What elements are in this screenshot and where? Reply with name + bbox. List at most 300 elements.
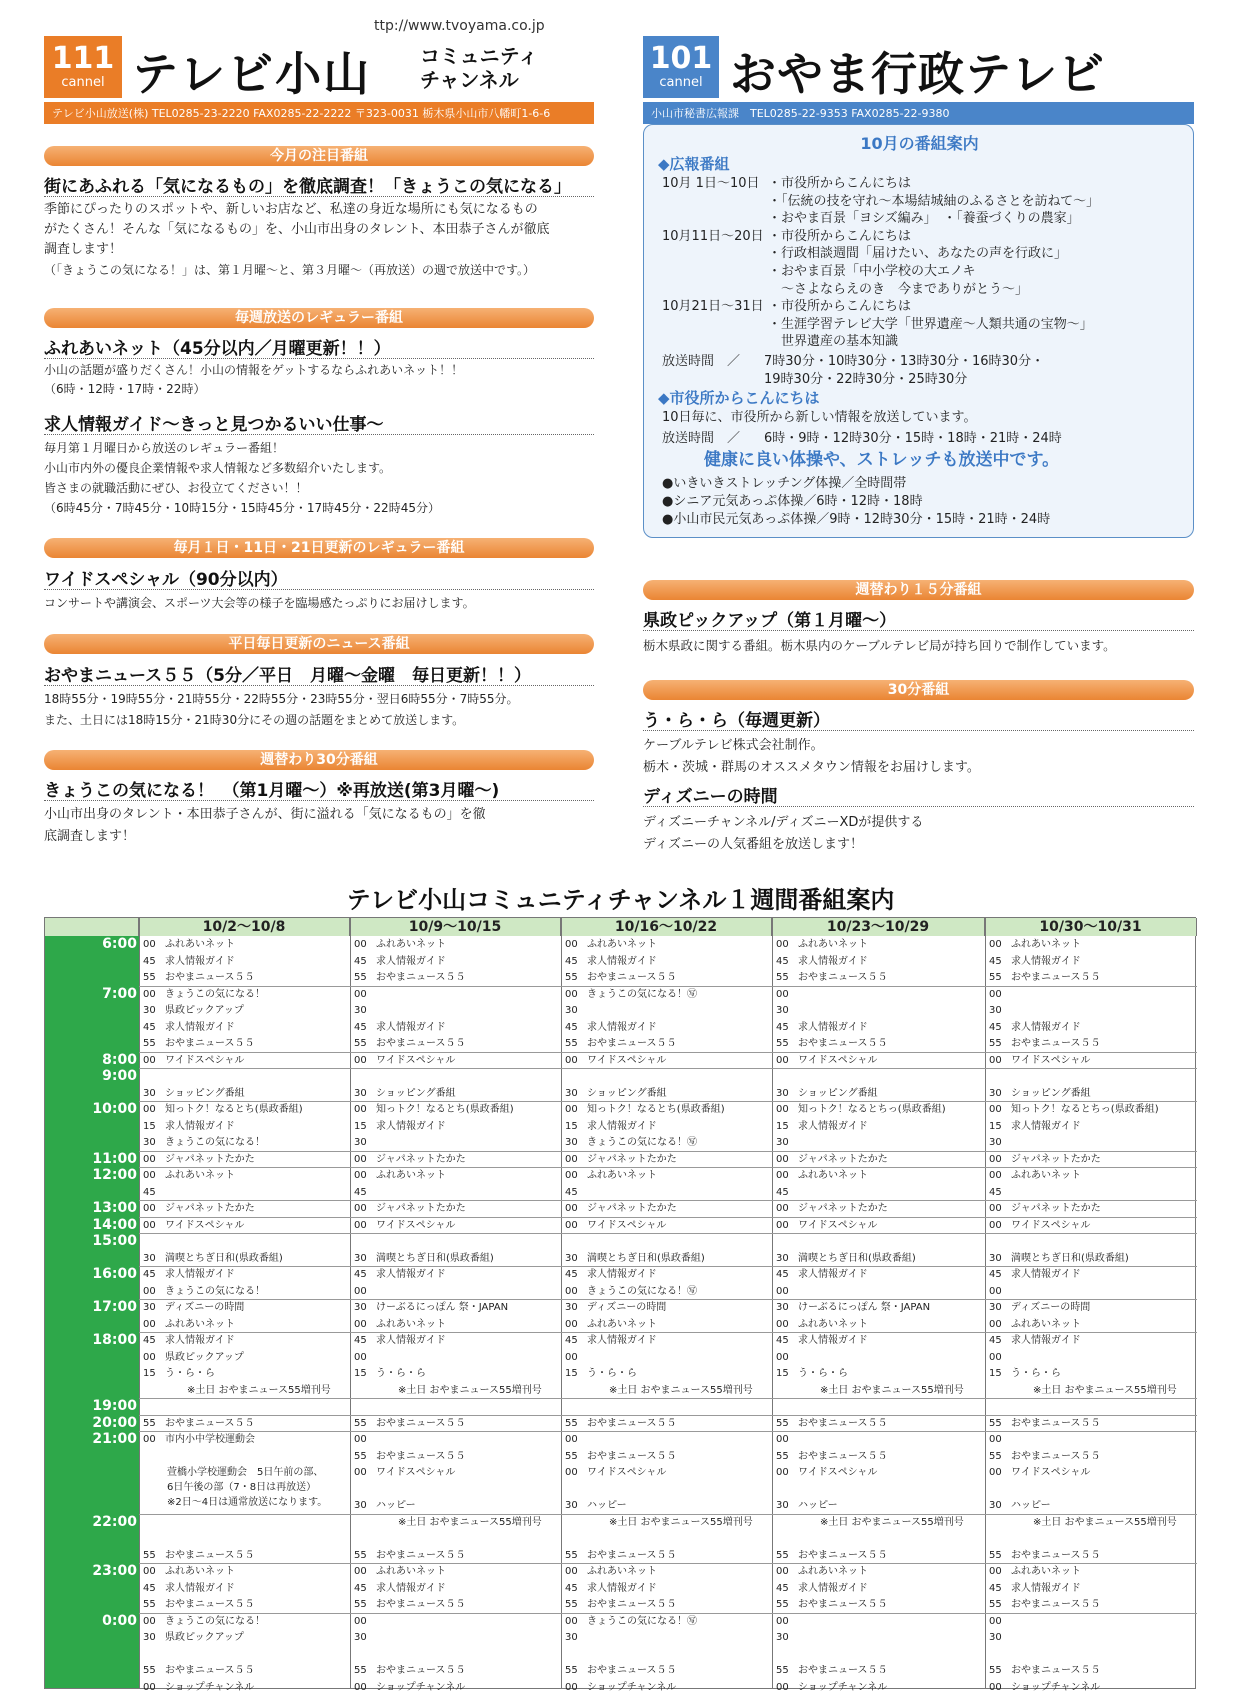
schedule-minute: 00 [565,1351,578,1363]
schedule-program: 満喫とちぎ日和(県政番組) [798,1252,916,1264]
airtime-label: 放送時間 ／ [662,354,741,369]
schedule-program: 求人情報ガイド [165,1120,235,1132]
schedule-program: おやまニュース５５ [376,1599,466,1610]
program-item: ・おやま百景「ヨシズ編み」 ・「養蚕づくりの農家」 [768,211,1080,227]
program-item: ・市役所からこんにちは [768,228,912,244]
schedule-minute: 55 [989,1038,1002,1049]
schedule-cell [989,987,1195,1002]
schedule-cell [776,1680,983,1695]
schedule-minute: 55 [776,972,789,983]
schedule-cell [776,1135,983,1150]
time-label: 22:00 [92,1513,137,1530]
schedule-program: 満喫とちぎ日和(県政番組) [587,1252,705,1264]
schedule-minute: 15 [143,1120,156,1132]
oyama-news-heading: おやまニュース５５（5分／平日 月曜～金曜 毎日更新！！） [44,666,531,686]
hour-divider [139,1068,1197,1069]
schedule-program: ジャパネットたかた [1011,1153,1101,1165]
schedule-cell [565,1383,770,1398]
program-item: 世界遺産の基本知識 [768,334,899,350]
schedule-cell [565,954,770,969]
community-channel-label [420,44,538,92]
schedule-cell [565,1564,770,1579]
schedule-minute: 00 [143,1285,156,1297]
schedule-cell [143,987,348,1002]
schedule-program: ※土日 おやまニュース55増刊号 [820,1516,964,1528]
schedule-cell [989,1366,1195,1381]
schedule-cell [565,1267,770,1282]
schedule-program: 満喫とちぎ日和(県政番組) [376,1252,494,1264]
schedule-cell [776,1003,983,1018]
time-label: 0:00 [102,1612,137,1629]
column-divider [350,918,351,1688]
health-heading: 健康に良い体操や、ストレッチも放送中です。 [704,450,1060,470]
program-item: ・行政相談週間「届けたい、あなたの声を行政に」 [768,246,1068,262]
fureai-net-text: 小山の話題が盛りだくさん！小山の情報をゲットするならふれあいネット！！ [44,363,464,377]
schedule-program: 求人情報ガイド [798,1269,868,1280]
schedule-minute: 00 [143,1615,156,1627]
schedule-minute: 00 [143,1054,156,1066]
schedule-cell [989,1680,1195,1695]
schedule-minute: 00 [776,1681,789,1693]
schedule-program: ショッピング番組 [798,1087,878,1099]
schedule-minute: 30 [989,1632,1002,1643]
shiyakusho-text: 10日毎に、市役所から新しい情報を放送しています。 [662,410,977,425]
schedule-cell [776,1515,983,1530]
schedule-program: ショップチャンネル [798,1681,888,1693]
schedule-cell [354,1020,559,1035]
schedule-program: 市内小中学校運動会 [165,1434,255,1445]
schedule-minute: 00 [565,1615,578,1627]
pill-30min: 30分番組 [643,680,1194,700]
schedule-program: ジャパネットたかた [798,1203,888,1214]
schedule-program: きょうこの気になる！ [165,1285,265,1297]
schedule-minute: 15 [354,1368,367,1379]
schedule-cell [565,1317,770,1332]
schedule-cell [143,1416,348,1431]
schedule-cell [354,1003,559,1018]
schedule-minute: 55 [989,1549,1002,1561]
schedule-cell [776,1168,983,1183]
schedule-minute: 45 [143,1186,156,1198]
schedule-program: 知っトク！なるとちっ(県政番組) [798,1104,946,1115]
schedule-program: ジャパネットたかた [587,1153,677,1165]
schedule-cell [354,1300,559,1315]
schedule-cell [565,1465,770,1480]
schedule-minute: 55 [565,1450,578,1462]
schedule-minute: 00 [565,1681,578,1693]
time-label: 8:00 [102,1051,137,1068]
schedule-minute: 55 [143,1417,156,1429]
pill-weekly-regular: 毎週放送のレギュラー番組 [44,308,594,328]
schedule-minute: 00 [776,1203,789,1214]
schedule-minute: 30 [776,1500,789,1511]
schedule-minute: 15 [776,1120,789,1132]
schedule-cell [143,1317,348,1332]
schedule-cell [565,1053,770,1068]
schedule-minute: 30 [776,1632,789,1643]
schedule-cell [989,1152,1195,1167]
week-header: 10/2～10/8 [139,918,350,936]
schedule-cell [776,1185,983,1200]
schedule-program: おやまニュース５５ [376,1549,466,1561]
schedule-minute: 30 [354,1005,367,1016]
schedule-cell [776,1465,983,1480]
time-label: 12:00 [92,1167,137,1183]
schedule-program: ジャパネットたかた [1011,1203,1101,1214]
schedule-program: ショップチャンネル [165,1681,255,1693]
schedule-minute: 55 [354,1450,367,1462]
schedule-cell [143,1548,348,1563]
schedule-minute: 00 [989,1566,1002,1577]
schedule-cell [776,1383,983,1398]
schedule-program: 求人情報ガイド [376,1582,446,1594]
schedule-cell [143,1020,348,1035]
schedule-cell [989,954,1195,969]
schedule-minute: 00 [143,988,156,1000]
week-header: 10/23～10/29 [772,918,985,936]
schedule-program: 知っトク！なるとち(県政番組) [165,1104,303,1115]
schedule-minute: 00 [354,1170,367,1181]
schedule-minute: 45 [354,1021,367,1033]
schedule-cell [989,1383,1195,1398]
channel-101-badge [643,36,719,98]
schedule-minute: 45 [989,1186,1002,1198]
schedule-cell [565,1449,770,1464]
schedule-cell [776,1350,983,1365]
fureai-net-heading: ふれあいネット（45分以内／月曜更新！！） [44,339,391,359]
schedule-minute: 00 [565,1467,578,1478]
schedule-program: おやまニュース５５ [165,1665,255,1676]
schedule-minute: 45 [776,1269,789,1280]
schedule-cell [565,1548,770,1563]
schedule-program: ふれあいネット [587,1170,657,1181]
schedule-minute: 45 [989,1582,1002,1594]
schedule-minute: 30 [143,1632,156,1643]
schedule-cell [565,1168,770,1183]
schedule-program: ジャパネットたかた [376,1203,466,1214]
schedule-minute: 00 [354,1467,367,1478]
schedule-minute: 00 [354,988,367,1000]
schedule-cell [989,1201,1195,1216]
schedule-cell [143,1581,348,1596]
schedule-minute: 55 [354,1417,367,1429]
schedule-program: おやまニュース５５ [165,1417,255,1429]
schedule-minute: 55 [989,1417,1002,1429]
schedule-minute: 00 [143,1203,156,1214]
schedule-minute: 30 [989,1087,1002,1099]
schedule-minute: 30 [776,1302,789,1313]
schedule-minute: 00 [354,939,367,950]
schedule-minute: 55 [354,1549,367,1561]
week-header: 10/16～10/22 [561,918,772,936]
airtime-3: 6時・9時・12時30分・15時・18時・21時・24時 [764,431,1062,446]
program-date: 10月21日～31日 [662,299,764,315]
schedule-program: 求人情報ガイド [376,1120,446,1132]
schedule-cell [354,1251,559,1266]
schedule-program: 求人情報ガイド [165,1021,235,1033]
schedule-program: おやまニュース５５ [376,1665,466,1676]
schedule-cell [776,1119,983,1134]
schedule-minute: 45 [143,1021,156,1033]
box-title: 10月の番組案内 [860,134,979,153]
schedule-program: ワイドスペシャル [376,1054,456,1066]
time-label: 18:00 [92,1332,137,1348]
schedule-minute: 30 [565,1137,578,1148]
schedule-cell [989,1020,1195,1035]
schedule-cell [565,1432,770,1447]
disney-text: ディズニーチャンネル/ディズニーXDが提供する [643,815,924,830]
schedule-program: う・ら・ら [1011,1368,1061,1379]
schedule-program: おやまニュース５５ [1011,1038,1101,1049]
schedule-program: おやまニュース５５ [1011,1549,1101,1561]
schedule-cell [776,1152,983,1167]
schedule-cell [354,1515,559,1530]
schedule-minute: 00 [565,1104,578,1115]
schedule-minute: 45 [776,1021,789,1033]
schedule-cell [565,1416,770,1431]
urara-text: 栃木・茨城・群馬のオススメタウン情報をお届けします。 [643,760,980,775]
schedule-cell [143,1119,348,1134]
schedule-program: 満喫とちぎ日和(県政番組) [1011,1252,1129,1264]
schedule-cell [354,1564,559,1579]
schedule-program: ふれあいネット [1011,1318,1081,1330]
schedule-cell [354,1036,559,1051]
schedule-program: 求人情報ガイド [587,1582,657,1594]
schedule-minute: 00 [354,1566,367,1577]
schedule-cell [989,1003,1195,1018]
schedule-minute: 00 [565,1203,578,1214]
schedule-minute: 00 [776,1434,789,1445]
schedule-cell [143,1053,348,1068]
schedule-minute: 55 [354,1665,367,1676]
kensei-pickup-text: 栃木県政に関する番組。栃木県内のケーブルテレビ局が持ち回りで制作しています。 [643,638,1116,653]
time-label: 9:00 [102,1068,137,1084]
schedule-program: ショッピング番組 [1011,1087,1091,1099]
schedule-minute: 00 [989,1681,1002,1693]
kyoko-text: 底調査します！ [44,829,136,844]
schedule-program: きょうこの気になる！ [165,1615,265,1627]
schedule-minute: 30 [776,1005,789,1016]
schedule-program: 求人情報ガイド [376,1335,446,1346]
schedule-cell [143,937,348,952]
schedule-program: ふれあいネット [376,1566,446,1577]
time-label: 13:00 [92,1200,137,1216]
schedule-program: ショップチャンネル [1011,1681,1101,1693]
time-label: 19:00 [92,1398,137,1414]
schedule-minute: 30 [354,1137,367,1148]
schedule-cell [776,1300,983,1315]
schedule-cell [565,1614,770,1629]
schedule-cell [354,1152,559,1167]
schedule-minute: 00 [143,1351,156,1363]
weekly-schedule-table [44,917,1196,1693]
schedule-minute: 00 [989,1318,1002,1330]
schedule-program: きょうこの気になる！㊢ [587,1285,697,1297]
pill-weekly-15min: 週替わり１５分番組 [643,580,1194,600]
schedule-program: ショッピング番組 [587,1087,667,1099]
schedule-minute: 55 [354,972,367,983]
right-contact-bar: 小山市秘書広報課 TEL0285-22-9353 FAX0285-22-9380 [643,102,1194,124]
schedule-minute: 00 [565,939,578,950]
schedule-program: おやまニュース５５ [587,1450,677,1462]
schedule-cell [776,1036,983,1051]
schedule-cell [989,1086,1195,1101]
schedule-minute: 30 [776,1252,789,1264]
schedule-cell [989,1284,1195,1299]
schedule-program: 知っトク！なるとちっ(県政番組) [1011,1104,1159,1115]
schedule-cell [776,1581,983,1596]
schedule-program: ショップチャンネル [587,1681,677,1693]
schedule-program: おやまニュース５５ [798,1038,888,1049]
schedule-program: おやまニュース５５ [376,1417,466,1429]
schedule-cell [565,970,770,985]
kyoko-heading: きょうこの気になる！ （第1月曜～）※再放送(第3月曜～) [44,781,500,801]
schedule-program: おやまニュース５５ [587,1599,677,1610]
schedule-program: 求人情報ガイド [1011,1582,1081,1594]
schedule-cell [776,1284,983,1299]
schedule-program: う・ら・ら [165,1368,215,1379]
airtime-1: 7時30分・10時30分・13時30分・16時30分・ [764,354,1045,369]
schedule-minute: 30 [143,1302,156,1313]
schedule-program: 求人情報ガイド [165,1582,235,1594]
schedule-program: 求人情報ガイド [798,1120,868,1132]
featured-text: 季節にぴったりのスポットや、新しいお店など、私達の身近な場所にも気になるもの [44,202,538,217]
schedule-minute: 00 [989,988,1002,1000]
schedule-program: おやまニュース５５ [1011,1450,1101,1462]
time-label: 11:00 [92,1150,137,1167]
schedule-cell [989,1432,1195,1447]
schedule-program: ワイドスペシャル [1011,1219,1091,1231]
schedule-minute: 00 [989,1054,1002,1066]
schedule-cell [565,1680,770,1695]
schedule-minute: 00 [143,1219,156,1231]
schedule-program: ハッピー [798,1500,838,1511]
pill-monthly-regular: 毎月１日・11日・21日更新のレギュラー番組 [44,538,594,558]
schedule-program: おやまニュース５５ [587,1549,677,1561]
schedule-minute: 55 [565,1549,578,1561]
channel-number: 111 [51,41,115,76]
schedule-program: 求人情報ガイド [587,1335,657,1346]
schedule-minute: 45 [143,1582,156,1594]
schedule-program: ワイドスペシャル [165,1219,245,1231]
schedule-minute: 00 [776,1054,789,1066]
schedule-cell [354,1086,559,1101]
schedule-minute: 45 [989,955,1002,967]
kyoko-text: 小山市出身のタレント・本田恭子さんが、街に溢れる「気になるもの」を徹 [44,807,486,822]
schedule-cell [354,1218,559,1233]
airtime-label-2: 放送時間 ／ [662,431,741,446]
schedule-cell [354,1614,559,1629]
schedule-cell [143,1086,348,1101]
schedule-program: ※土日 おやまニュース55増刊号 [187,1384,331,1396]
schedule-minute: 00 [143,1153,156,1165]
schedule-cell [143,1597,348,1612]
schedule-program: 知っトク！なるとち(県政番組) [587,1104,725,1115]
schedule-cell [776,1614,983,1629]
schedule-cell [776,1086,983,1101]
schedule-minute: 45 [565,1021,578,1033]
channel-label: cannel [61,75,105,90]
schedule-minute: 00 [565,1170,578,1181]
schedule-program: おやまニュース５５ [798,1450,888,1462]
schedule-cell [565,987,770,1002]
schedule-program: 求人情報ガイド [376,1021,446,1033]
schedule-minute: 30 [989,1137,1002,1148]
schedule-cell [776,970,983,985]
schedule-program: ハッピー [587,1500,627,1511]
left-url: ttp://www.tvoyama.co.jp [374,18,545,34]
job-guide-text: 毎月第１月曜日から放送のレギュラー番組！ [44,441,285,455]
schedule-cell [565,1366,770,1381]
schedule-cell [143,1333,348,1348]
shiyakusho-heading: ◆市役所からこんにちは [658,389,820,407]
schedule-cell [354,970,559,985]
schedule-minute: 30 [989,1500,1002,1511]
schedule-minute: 55 [565,1038,578,1049]
schedule-program: ふれあいネット [165,939,235,950]
schedule-minute: 30 [354,1252,367,1264]
schedule-program: ふれあいネット [376,1318,446,1330]
program-date: 10月11日～20日 [662,228,764,244]
schedule-minute: 00 [354,1104,367,1115]
schedule-program: 求人情報ガイド [587,955,657,967]
schedule-cell [989,1498,1195,1513]
schedule-program: ふれあいネット [587,1318,657,1330]
schedule-program: きょうこの気になる！㊢ [587,1137,697,1148]
schedule-program: ジャパネットたかた [587,1203,677,1214]
schedule-program: う・ら・ら [376,1368,426,1379]
schedule-program: 求人情報ガイド [1011,1335,1081,1346]
schedule-minute: 45 [776,955,789,967]
schedule-cell [354,1267,559,1282]
schedule-minute: 00 [776,939,789,950]
schedule-cell [989,1581,1195,1596]
column-divider [772,918,773,1688]
oyama-news-times: 18時55分・19時55分・21時55分・22時55分・23時55分・翌日6時55分・7時55分。 [44,692,519,706]
schedule-program: ワイドスペシャル [587,1467,667,1478]
schedule-cell [989,1267,1195,1282]
schedule-note: ※2日～4日は通常放送になります。 [167,1497,328,1508]
schedule-program: 求人情報ガイド [798,1335,868,1346]
schedule-program: ※土日 おやまニュース55増刊号 [820,1384,964,1396]
schedule-cell [989,1333,1195,1348]
schedule-program: 知っトク！なるとち(県政番組) [376,1104,514,1115]
schedule-cell [565,1185,770,1200]
schedule-program: ふれあいネット [798,1318,868,1330]
schedule-cell [776,1333,983,1348]
schedule-program: おやまニュース５５ [587,1665,677,1676]
schedule-minute: 55 [989,1665,1002,1676]
schedule-program: ショップチャンネル [376,1681,466,1693]
schedule-cell [354,1449,559,1464]
schedule-minute: 30 [354,1500,367,1511]
schedule-cell [354,1581,559,1596]
time-label: 6:00 [102,936,137,952]
job-guide-times: （6時45分・7時45分・10時15分・15時45分・17時45分・22時45分） [44,501,440,515]
schedule-cell [143,1432,348,1447]
left-contact-bar: テレビ小山放送(株) TEL0285-23-2220 FAX0285-22-2222 〒323-0031 栃木県小山市八幡町1-6-6 [44,102,594,124]
schedule-cell [565,1036,770,1051]
week-header: 10/30～10/31 [985,918,1197,936]
health-item: ●シニア元気あっぷ体操／6時・12時・18時 [662,494,923,509]
schedule-minute: 55 [776,1665,789,1676]
schedule-program: ふれあいネット [1011,1170,1081,1181]
oyama-news-weekend: また、土日には18時15分・21時30分にその週の話題をまとめて放送します。 [44,713,465,727]
schedule-minute: 45 [354,1269,367,1280]
schedule-cell [354,1102,559,1117]
schedule-cell [565,1020,770,1035]
schedule-program: ジャパネットたかた [165,1153,255,1165]
